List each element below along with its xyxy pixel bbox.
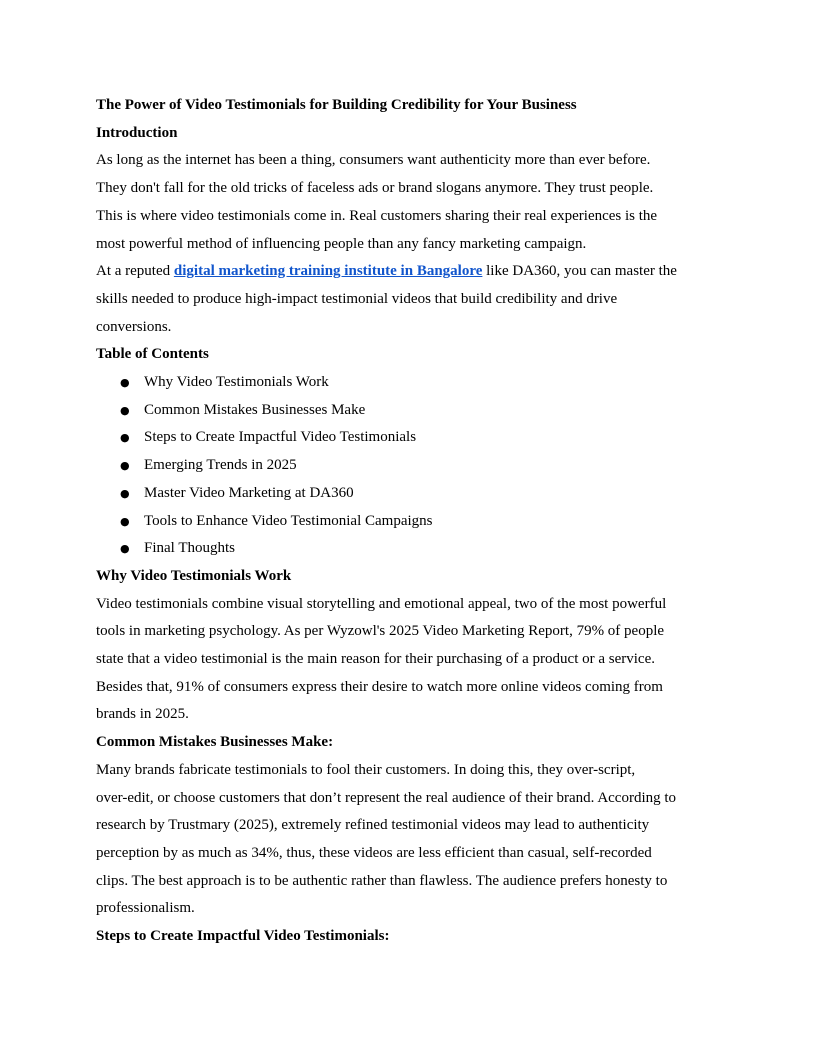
toc-item bbox=[96, 369, 724, 397]
institute-link[interactable]: digital marketing training institute in Bangalore bbox=[173, 263, 483, 280]
paragraph-line: research by Trustmary (2025), extremely refined testimonial videos may lead to authenticity bbox=[96, 817, 650, 834]
paragraph-line: over-edit, or choose customers that don’t represent the real audience of their brand. According to bbox=[96, 789, 677, 806]
why-section-heading: Why Video Testimonials Work bbox=[96, 567, 292, 584]
paragraph-text: like DA360, you can master the bbox=[482, 263, 677, 280]
introduction-paragraph bbox=[96, 147, 724, 258]
toc-item bbox=[96, 397, 724, 425]
introduction-heading: Introduction bbox=[96, 124, 178, 141]
bullet-icon: ● bbox=[120, 514, 130, 528]
paragraph-line: Besides that, 91% of consumers express their desire to watch more online videos coming from bbox=[96, 678, 663, 695]
bullet-icon: ● bbox=[120, 542, 130, 556]
bullet-icon: ● bbox=[120, 403, 130, 417]
toc-item-label: Final Thoughts bbox=[144, 540, 235, 557]
bullet-icon: ● bbox=[120, 459, 130, 473]
paragraph-line: most powerful method of influencing people than any fancy marketing campaign. bbox=[96, 235, 587, 252]
toc-item-label: Steps to Create Impactful Video Testimonials bbox=[144, 429, 417, 446]
institute-paragraph bbox=[96, 258, 724, 341]
paragraph-line: They don't fall for the old tricks of faceless ads or brand slogans anymore. They trust people. bbox=[96, 180, 654, 197]
toc-item bbox=[96, 535, 724, 563]
paragraph-line: Video testimonials combine visual storytelling and emotional appeal, two of the most powerful bbox=[96, 595, 667, 612]
toc-heading: Table of Contents bbox=[96, 346, 209, 363]
paragraph-line: skills needed to produce high-impact testimonial videos that build credibility and drive bbox=[96, 290, 618, 307]
paragraph-line: tools in marketing psychology. As per Wyzowl's 2025 Video Marketing Report, 79% of people bbox=[96, 623, 665, 640]
paragraph-line: This is where video testimonials come in. Real customers sharing their real experiences is the bbox=[96, 207, 658, 224]
toc-item-label: Why Video Testimonials Work bbox=[144, 374, 329, 391]
toc-list bbox=[96, 369, 724, 563]
bullet-icon: ● bbox=[120, 376, 130, 390]
bullet-icon: ● bbox=[120, 486, 130, 500]
paragraph-line: state that a video testimonial is the main reason for their purchasing of a product or a service. bbox=[96, 651, 655, 668]
document-title: The Power of Video Testimonials for Building Credibility for Your Business bbox=[96, 97, 577, 113]
paragraph-line: conversions. bbox=[96, 318, 172, 335]
mistakes-section-paragraph bbox=[96, 757, 724, 923]
toc-item-label: Common Mistakes Businesses Make bbox=[144, 401, 366, 418]
toc-item bbox=[96, 480, 724, 508]
paragraph-line: perception by as much as 34%, thus, these videos are less efficient than casual, self-recorded bbox=[96, 844, 652, 861]
toc-item bbox=[96, 424, 724, 452]
toc-item-label: Master Video Marketing at DA360 bbox=[144, 484, 354, 501]
paragraph-line: As long as the internet has been a thing, consumers want authenticity more than ever before. bbox=[96, 152, 651, 169]
toc-item bbox=[96, 452, 724, 480]
mistakes-section-heading: Common Mistakes Businesses Make: bbox=[96, 734, 334, 751]
paragraph-text: At a reputed bbox=[96, 263, 174, 280]
paragraph-line: professionalism. bbox=[96, 900, 195, 917]
paragraph-line: Many brands fabricate testimonials to fool their customers. In doing this, they over-script, bbox=[96, 761, 636, 778]
document-page bbox=[96, 92, 724, 951]
paragraph-line: brands in 2025. bbox=[96, 706, 189, 723]
paragraph-line: clips. The best approach is to be authentic rather than flawless. The audience prefers honesty to bbox=[96, 872, 668, 889]
paragraph-line bbox=[96, 258, 724, 286]
bullet-icon: ● bbox=[120, 431, 130, 445]
toc-item bbox=[96, 508, 724, 536]
toc-item-label: Emerging Trends in 2025 bbox=[144, 457, 297, 474]
steps-section-heading: Steps to Create Impactful Video Testimonials: bbox=[96, 928, 390, 945]
why-section-paragraph bbox=[96, 591, 724, 730]
toc-item-label: Tools to Enhance Video Testimonial Campaigns bbox=[144, 512, 433, 529]
